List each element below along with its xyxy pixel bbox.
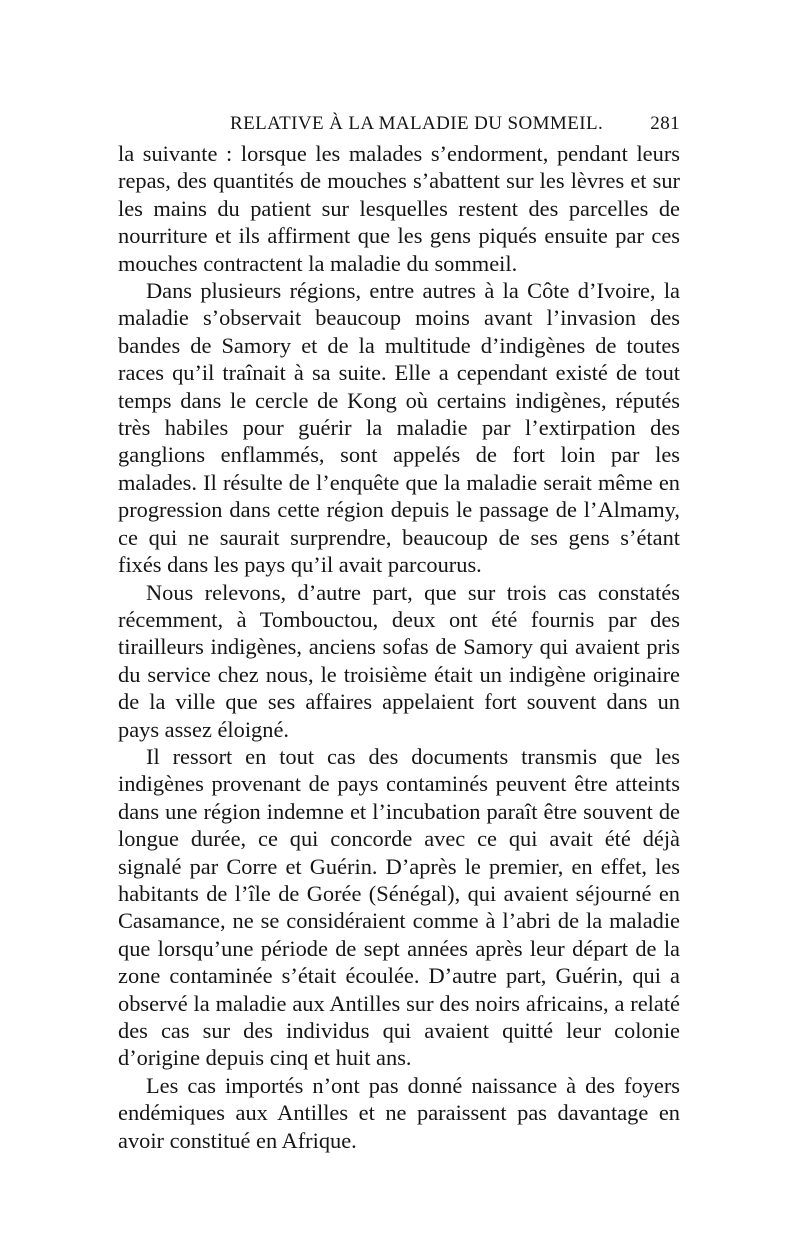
body-text bbox=[118, 140, 680, 1154]
paragraph-cote-ivoire: Dans plusieurs régions, entre autres à la Côte d’Ivoire, la maladie s’observait beaucoup moins avant l’invasion des bandes de Samory et de la multitude d’indigènes de toutes races qu’il traînait à sa suite. Elle a cependant existé de tout temps dans le cercle de Kong où certains indigènes, réputés très habiles pour guérir la maladie par l’extirpation des ganglions enflammés, sont appelés de fort loin par les malades. Il résulte de l’enquête que la maladie serait même en progression dans cette région depuis le passage de l’Almamy, ce qui ne saurait surprendre, beaucoup de ses gens s’étant fixés dans les pays qu’il avait parcourus. bbox=[118, 278, 680, 578]
paragraph-antilles: Les cas importés n’ont pas donné naissance à des foyers endémiques aux Antilles et ne paraissent pas davantage en avoir constitué en Afrique. bbox=[118, 1072, 680, 1153]
paragraph-continued: la suivante : lorsque les malades s’endorment, pendant leurs repas, des quantités de mouches s’abattent sur les lèvres et sur les mains du patient sur lesquelles restent des parcelles de nourriture et ils affirment que les gens piqués ensuite par ces mouches contractent la maladie du sommeil. bbox=[118, 141, 680, 276]
running-head bbox=[118, 113, 680, 143]
paragraph-tombouctou: Nous relevons, d’autre part, que sur trois cas constatés récemment, à Tombouctou, deux ont été fournis par des tirailleurs indigènes, anciens sofas de Samory qui avaient pris du service chez nous, le troisième était un indigène originaire de la ville que ses affaires appelaient fort souvent dans un pays assez éloigné. bbox=[118, 579, 680, 742]
running-title: RELATIVE À LA MALADIE DU SOMMEIL. bbox=[230, 113, 604, 134]
page-number: 281 bbox=[650, 113, 680, 134]
paragraph-incubation: Il ressort en tout cas des documents transmis que les indigènes provenant de pays contaminés peuvent être atteints dans une région indemne et l’incubation paraît être souvent de longue durée, ce qui concorde avec ce qui avait été déjà signalé par Corre et Guérin. D’après le premier, en effet, les habitants de l’île de Gorée (Sénégal), qui avaient séjourné en Casamance, ne se considéraient comme à l’abri de la maladie que lorsqu’une période de sept années après leur départ de la zone contaminée s’était écoulée. D’autre part, Guérin, qui a observé la maladie aux Antilles sur des noirs africains, a relaté des cas sur des individus qui avaient quitté leur colonie d’origine depuis cinq et huit ans. bbox=[118, 743, 680, 1071]
